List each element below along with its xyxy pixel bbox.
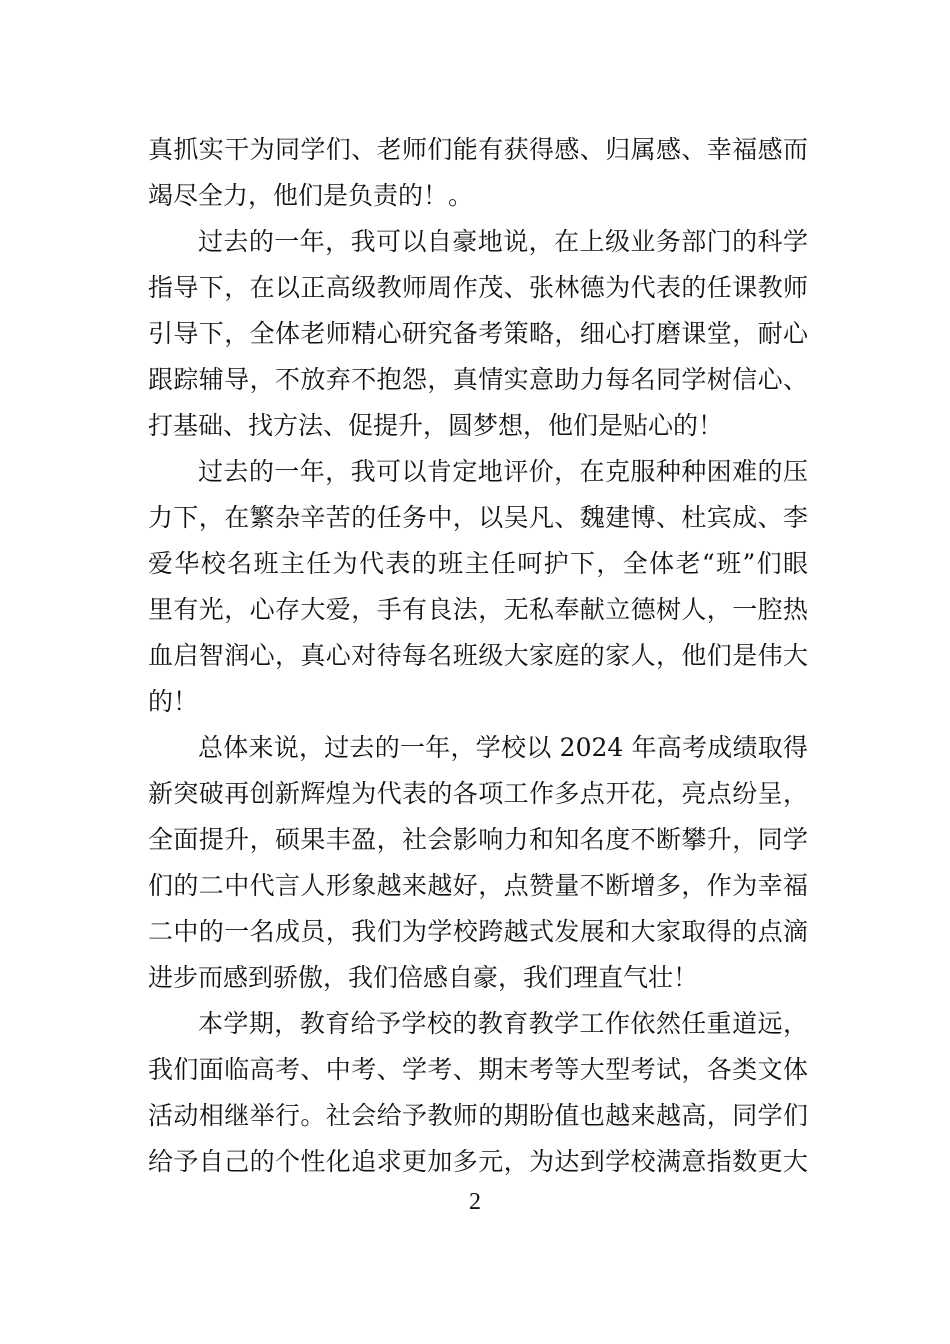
- text-line: 的！: [148, 687, 199, 716]
- paragraph-first-line: 过去的一年，我可以肯定地评价，在克服种种困难的压: [198, 457, 808, 486]
- text-line: 指导下，在以正高级教师周作茂、张林德为代表的任课教师: [148, 273, 808, 302]
- text-line: 给予自己的个性化追求更加多元，为达到学校满意指数更大: [148, 1147, 808, 1176]
- paragraph-first-line: 总体来说，过去的一年，学校以 2024 年高考成绩取得: [198, 733, 808, 762]
- text-line: 新突破再创新辉煌为代表的各项工作多点开花，亮点纷呈，: [148, 779, 808, 808]
- text-line: 竭尽全力，他们是负责的！。: [148, 181, 474, 210]
- text-line: 们的二中代言人形象越来越好，点赞量不断增多，作为幸福: [148, 871, 808, 900]
- text-line: 引导下，全体老师精心研究备考策略，细心打磨课堂，耐心: [148, 319, 808, 348]
- text-line: 真抓实干为同学们、老师们能有获得感、归属感、幸福感而: [148, 135, 808, 164]
- paragraph-first-line: 本学期，教育给予学校的教育教学工作依然任重道远，: [198, 1009, 808, 1038]
- text-line: 全面提升，硕果丰盈，社会影响力和知名度不断攀升，同学: [148, 825, 808, 854]
- text-line: 血启智润心，真心对待每名班级大家庭的家人，他们是伟大: [148, 641, 808, 670]
- text-line: 力下，在繁杂辛苦的任务中，以吴凡、魏建博、杜宾成、李: [148, 503, 808, 532]
- text-line: 爱华校名班主任为代表的班主任呵护下，全体老“班”们眼: [148, 549, 808, 578]
- text-line: 二中的一名成员，我们为学校跨越式发展和大家取得的点滴: [148, 917, 808, 946]
- text-line: 我们面临高考、中考、学考、期末考等大型考试，各类文体: [148, 1055, 808, 1084]
- page-number: 2: [469, 1189, 481, 1215]
- text-line: 里有光，心存大爱，手有良法，无私奉献立德树人，一腔热: [148, 595, 808, 624]
- text-line: 活动相继举行。社会给予教师的期盼值也越来越高，同学们: [148, 1101, 808, 1130]
- text-line: 进步而感到骄傲，我们倍感自豪，我们理直气壮！: [148, 963, 699, 992]
- text-line: 打基础、找方法、促提升，圆梦想，他们是贴心的！: [148, 411, 724, 440]
- paragraph-first-line: 过去的一年，我可以自豪地说，在上级业务部门的科学: [198, 227, 808, 256]
- text-line: 跟踪辅导，不放弃不抱怨，真情实意助力每名同学树信心、: [148, 365, 808, 394]
